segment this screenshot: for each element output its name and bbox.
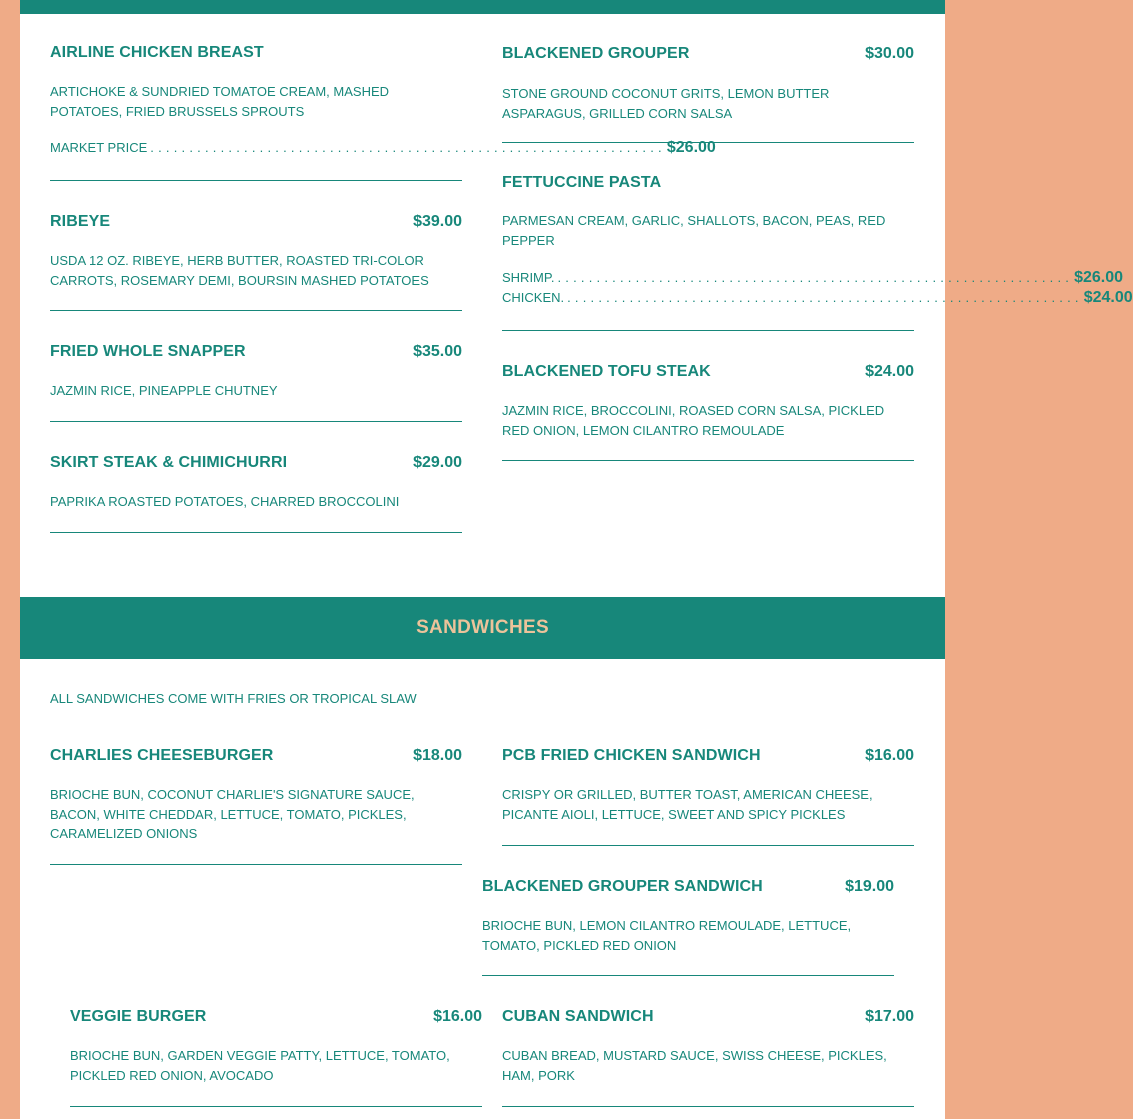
price-option [50,139,716,159]
item-name: CHARLIES CHEESEBURGER [50,747,274,764]
item-price: $29.00 [413,454,462,471]
item-price: $35.00 [413,343,462,360]
item-description: BRIOCHE BUN, GARDEN VEGGIE PATTY, LETTUCE, TOMATO, PICKLED RED ONION, AVOCADO [70,1048,450,1083]
item-price: $30.00 [865,45,914,62]
item-price: $16.00 [433,1008,482,1025]
item-description: ARTICHOKE & SUNDRIED TOMATOE CREAM, MASHED POTATOES, FRIED BRUSSELS SPROUTS [50,84,390,119]
top-accent-bar [20,0,945,14]
item-description: CUBAN BREAD, MUSTARD SAUCE, SWISS CHEESE, PICKLES, HAM, PORK [502,1048,887,1083]
item-name: SKIRT STEAK & CHIMICHURRI [50,454,288,471]
item-divider [50,532,462,533]
item-description: USDA 12 OZ. RIBEYE, HERB BUTTER, ROASTED TRI-COLOR CARROTS, ROSEMARY DEMI, BOURSIN MASHED POTATOES [50,253,429,288]
option-price: $24.00 [1083,289,1133,306]
item-description: JAZMIN RICE, BROCCOLINI, ROASED CORN SALSA, PICKLED RED ONION, LEMON CILANTRO REMOULADE [502,403,885,438]
item-price: $17.00 [865,1008,914,1025]
item-name: CUBAN SANDWICH [502,1008,654,1025]
item-divider [502,460,914,461]
item-divider [70,1106,482,1107]
item-description: PAPRIKA ROASTED POTATOES, CHARRED BROCCOLINI [50,494,400,509]
item-divider [50,421,462,422]
item-name: RIBEYE [50,213,111,230]
item-divider [50,180,462,181]
menu-page [20,0,1133,1119]
price-option [502,269,1124,289]
item-description: STONE GROUND COCONUT GRITS, LEMON BUTTER ASPARAGUS, GRILLED CORN SALSA [502,86,830,121]
item-description: JAZMIN RICE, PINEAPPLE CHUTNEY [50,383,278,398]
item-divider [50,310,462,311]
item-price: $19.00 [845,878,894,895]
item-name: BLACKENED TOFU STEAK [502,363,711,380]
section-note: ALL SANDWICHES COME WITH FRIES OR TROPICAL SLAW [50,691,417,706]
item-price: $18.00 [413,747,462,764]
option-price: $26.00 [666,139,716,156]
item-name: FETTUCCINE PASTA [502,174,662,191]
dot-leader: .................................................................. [150,140,666,155]
item-name: BLACKENED GROUPER SANDWICH [482,878,763,895]
item-price: $39.00 [413,213,462,230]
item-name: BLACKENED GROUPER [502,45,690,62]
section-title: SANDWICHES [416,617,549,638]
item-name: AIRLINE CHICKEN BREAST [50,44,264,61]
item-divider [50,864,462,865]
option-label: SHRIMP. [502,270,555,285]
item-description: BRIOCHE BUN, COCONUT CHARLIE'S SIGNATURE SAUCE, BACON, WHITE CHEDDAR, LETTUCE, TOMATO, PICKLES, CARAMELIZED ONIONS [50,787,415,841]
item-divider [502,142,914,143]
item-divider [482,975,894,976]
dot-leader: .................................................................. [567,290,1083,305]
item-divider [502,1106,914,1107]
option-price: $26.00 [1074,269,1124,286]
item-name: FRIED WHOLE SNAPPER [50,343,246,360]
item-description: BRIOCHE BUN, LEMON CILANTRO REMOULADE, LETTUCE, TOMATO, PICKLED RED ONION [482,918,852,953]
item-price: $16.00 [865,747,914,764]
dot-leader: .................................................................. [557,270,1074,285]
option-label: CHICKEN. [502,290,565,305]
option-label: MARKET PRICE [50,140,148,155]
item-description: PARMESAN CREAM, GARLIC, SHALLOTS, BACON, PEAS, RED PEPPER [502,213,886,248]
price-option [502,289,1133,309]
section-header-sandwiches [20,597,945,659]
item-name: PCB FRIED CHICKEN SANDWICH [502,747,761,764]
item-description: CRISPY OR GRILLED, BUTTER TOAST, AMERICAN CHEESE, PICANTE AIOLI, LETTUCE, SWEET AND SPICY PICKLES [502,787,873,822]
item-divider [502,330,914,331]
item-divider [502,845,914,846]
item-name: VEGGIE BURGER [70,1008,207,1025]
item-price: $24.00 [865,363,914,380]
